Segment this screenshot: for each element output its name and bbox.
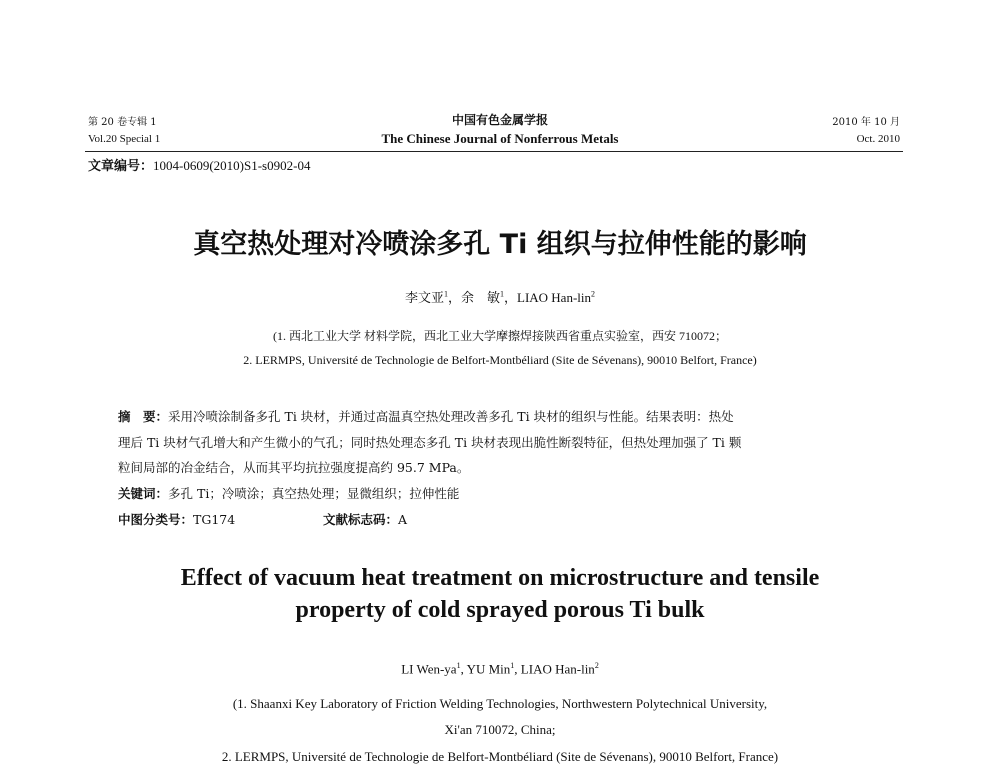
- date-zh: 2010 年 10 月: [832, 117, 900, 128]
- article-number-value: 1004-0609(2010)S1-s0902-04: [153, 158, 311, 173]
- keywords-label: 关键词：: [118, 486, 169, 501]
- affiliation-zh-1: (1. 西北工业大学 材料学院，西北工业大学摩擦焊接陕西省重点实验室，西安 710072；: [273, 329, 727, 343]
- affiliation-en-2: Xi'an 710072, China;: [444, 722, 556, 737]
- title-zh: 真空热处理对冷喷涂多孔 Ti 组织与拉伸性能的影响: [193, 229, 807, 260]
- abstract-label: 摘 要：: [118, 409, 169, 424]
- volume-zh: 第 20 卷专辑 1: [88, 117, 157, 128]
- title-en-line-1: Effect of vacuum heat treatment on microstructure and tensile: [180, 565, 820, 591]
- clc-number: 中图分类号：TG174: [118, 512, 236, 527]
- authors-zh: 李文亚$^1$，余 敏$^1$，LIAO Han-lin$^2$: [404, 289, 596, 305]
- header-rule: [85, 151, 903, 152]
- abstract-line-2: 理后 Ti 块材气孔增大和产生微小的气孔；同时热处理态多孔 Ti 块材表现出脆性断裂特征，但热处理加强了 Ti 颗: [118, 435, 742, 450]
- volume-en: Vol.20 Special 1: [88, 133, 161, 145]
- title-en-line-2: property of cold sprayed porous Ti bulk: [295, 597, 705, 623]
- article-number: [88, 155, 310, 174]
- affiliation-en-3: 2. LERMPS, Université de Technologie de Belfort-Montbéliard (Site de Sévenans), 90010 Belfort, France): [221, 749, 779, 764]
- document-code: 文献标志码：A: [323, 512, 408, 527]
- journal-en: The Chinese Journal of Nonferrous Metals: [381, 131, 619, 146]
- keywords: [118, 484, 459, 502]
- abstract-line-1: 摘 要：采用冷喷涂制备多孔 Ti 块材，并通过高温真空热处理改善多孔 Ti 块材的组织与性能。结果表明：热处: [118, 409, 734, 424]
- keywords-value: 多孔 Ti；冷喷涂；真空热处理；显微组织；拉伸性能: [168, 486, 460, 501]
- date-en: Oct. 2010: [856, 133, 900, 145]
- article-number-label: 文章编号：: [88, 159, 154, 174]
- affiliation-en-1: (1. Shaanxi Key Laboratory of Friction Welding Technologies, Northwestern Polytechnical University,: [232, 696, 768, 711]
- affiliation-zh-2: 2. LERMPS, Université de Technologie de Belfort-Montbéliard (Site de Sévenans), 90010 Belfort, France): [243, 353, 757, 367]
- authors-en: LI Wen-$ya^1$, YU Min$^1$, LIAO Han-lin$^2$: [401, 661, 599, 677]
- journal-zh: 中国有色金属学报: [451, 113, 548, 127]
- abstract-line-3: 粒间局部的冶金结合，从而其平均抗拉强度提高约 95.7 MPa。: [118, 460, 470, 475]
